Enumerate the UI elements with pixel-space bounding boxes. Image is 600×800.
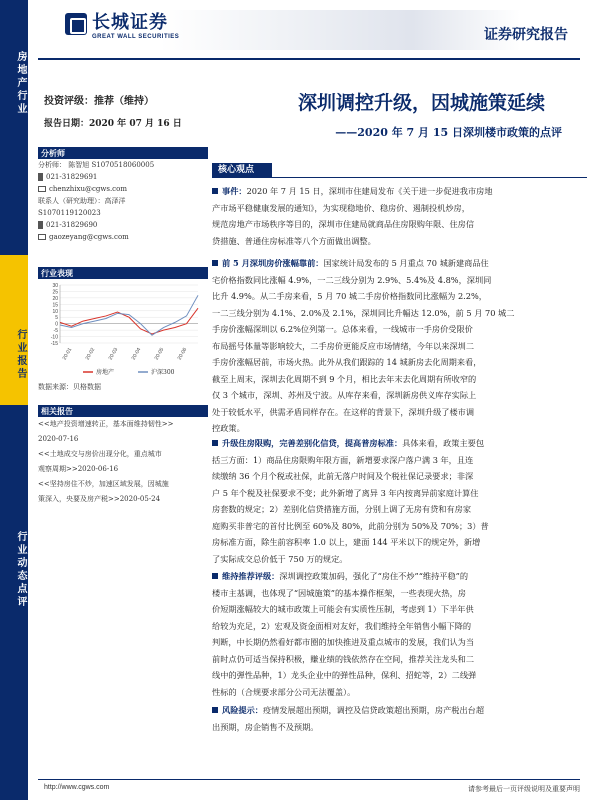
logo-english: GREAT WALL SECURITIES [92,34,180,40]
paragraph-line: 户 5 年个税及社保要求不变；此外新增了离异 3 年内按离异前家庭计算住 [212,487,479,498]
logo-chinese: 长城证券 [92,12,168,33]
phone-icon [38,173,43,181]
bullet-icon [212,260,218,266]
paragraph-line: 括三方面：1）商品住房限购年限方面，新增要求深户落户满 3 年，且连 [212,454,474,465]
paragraph-line: 了实际成交总价低于 750 万的规定。 [212,553,348,564]
mail-icon [38,234,46,240]
series-line-1 [60,295,198,335]
paragraph-line: 房标准方面，除生前容积率 1.0 以上，建面 144 平米以下的规定外，新增 [212,537,481,547]
chart-source: 数据来源：贝格数据 [38,383,101,391]
footer-url[interactable]: http://www.cgws.com [44,784,110,791]
y-tick-label: 15 [52,302,58,309]
footer-note: 请参考最后一页评级说明及重要声明 [468,785,580,793]
policy-paragraph [212,435,582,567]
footer-divider [38,779,580,780]
paragraph-line: 截至上周末，深圳去化周期不到 9 个月，相比去年末去化周期有所收窄的 [212,373,477,384]
paragraph-line: 规范房地产市场秩序等目的，深圳市住建局就商品住房限购年限、住房信 [212,219,475,229]
paragraph-line: 前时点仍可适当保持积极，赚业绩的钱依然存在空间，推荐关注龙头和二 [212,653,475,664]
related-reports [38,405,208,507]
price-paragraph [212,255,582,437]
paragraph-line: 深圳调控政策加码，强化了“房住不炒”“维持平稳”的 [279,571,469,581]
core-section [212,163,587,177]
paragraph-line: 判断，中长期仍然看好都市圈的加快推进及重点城市的发展，我们认为当 [212,637,475,647]
bullet-icon [212,573,218,579]
x-tick-label: 20-05 [153,347,166,362]
sidebar [0,0,28,800]
paragraph-line: 控政策。 [212,423,245,433]
y-tick-label: 5 [55,315,58,322]
paragraph-lead: 升级住房限购，完善差别化信贷，提高普房标准： [222,438,403,448]
paragraph-line: 处于较低水平，供需矛盾同样存在。在这样的背景下，深圳升级了楼市调 [212,406,475,417]
paragraph-line: 贷措施、普通住房标准等八个方面做出调整。 [212,235,376,246]
y-tick-label: -15 [50,341,58,347]
x-tick-label: 20-01 [61,347,74,362]
related-report-title[interactable]: 策深入，央要及房产税>>2020-05-24 [38,495,161,503]
contact-name: 联系人（研究助理）：高泽洋 [38,197,126,205]
paragraph-line: 房套数的规定；2）差别化信贷措施方面，分别上调了无房有贷和有房家 [212,504,472,514]
related-report-title[interactable]: <<地产投资增速转正，基本面维持韧性>> [38,420,174,428]
paragraph-line: 庭购买非普宅的首付比例至 60%及 80%，此前分别为 50%及 70%；3）普 [212,520,489,531]
paragraph-line: 出预期，房企销售不及预期。 [212,721,319,732]
y-tick-label: 25 [52,289,58,296]
bullet-icon [212,440,218,446]
company-logo [65,8,179,40]
related-report-title[interactable]: <<坚持房住不炒，加速区域发展，因城施 [38,480,169,488]
contact-email[interactable]: gaozeyang@cgws.com [49,233,129,241]
paragraph-line: 线中的弹性品种，1）龙头企业中的弹性品种，保利、招蛇等，2）二线弹 [212,670,477,680]
analyst-phone: 021-31829691 [46,173,98,181]
paragraph-lead: 前 5 月深圳房价涨幅靠前： [222,258,324,268]
x-tick-label: 20-03 [107,347,120,362]
header-divider [38,58,580,60]
paragraph-line: 楼市主基调，也体现了“因城施策”的基本操作框架，一些表现火热，房 [212,587,466,598]
rating-paragraph [212,568,582,700]
paragraph-lead: 风险提示： [222,705,263,715]
core-divider [212,177,587,178]
paragraph-line: 宅价格指数同比涨幅 4.9%，一二三线分别为 2.9%、5.4%及 4.8%，深圳同 [212,274,492,285]
header-wall-banner [160,10,520,50]
y-tick-label: -10 [50,334,58,341]
y-tick-label: -5 [53,328,58,335]
paragraph-line: 给较为充足，2）宏观及资金面相对友好，我们维持全年销售小幅下降的 [212,620,472,631]
paragraph-line: 布局摇号体量等影响较大，二手房价更能反应市场情绪，今年以来深圳二 [212,340,475,351]
chart-svg [38,281,208,379]
investment-rating: 投资评级：推荐（维持） [44,96,154,107]
event-paragraph [212,183,582,249]
legend-label: 沪深300 [151,369,175,376]
sidebar-industry-label: 房地产行业 [15,50,26,116]
paragraph-lead: 维持推荐评级： [222,571,280,581]
analyst-phone-row [38,171,208,183]
phone-icon [38,221,43,229]
y-tick-label: 10 [52,308,58,315]
paragraph-lead: 事件： [222,186,247,196]
page-subtitle: ——2020 年 7 月 15 日深圳楼市政策的点评 [335,126,562,139]
paragraph-line: 手房价涨幅居前，市场火热。此外从我们跟踪的 14 城新房去化周期来看， [212,357,482,367]
y-tick-label: 30 [52,283,58,289]
core-heading: 核心观点 [212,163,272,177]
analyst-section [38,147,208,243]
contact-phone-row [38,219,208,231]
paragraph-line: 疫情发展超出预期，调控及信贷政策超出预期，房产税出台超 [262,705,485,715]
x-tick-label: 20-02 [84,347,97,362]
contact-license: S1070119120023 [38,209,101,217]
analyst-name: 分析师： 陈智旭 S1070518060005 [38,161,155,169]
bullet-icon [212,188,218,194]
report-date: 报告日期：2020 年 07 月 16 日 [44,119,182,129]
mail-icon [38,186,46,192]
y-tick-label: 0 [55,321,58,328]
x-tick-label: 20-06 [176,347,189,362]
analyst-email[interactable]: chenzhixu@cgws.com [49,185,127,193]
contact-email-row [38,231,208,243]
related-report-date: 2020-07-16 [38,435,79,443]
contact-phone: 021-31829690 [46,221,98,229]
paragraph-line: 续缴纳 36 个月个税或社保，此前无落户时间及个税社保记录要求；非深 [212,471,474,481]
bullet-icon [212,707,218,713]
paragraph-line: 产市场平稳健康发展的通知》，为实现稳地价、稳房价、遏制投机炒房， [212,202,470,213]
risk-paragraph [212,702,582,735]
paragraph-line: 性标的（合规要求部分公司无法覆盖）。 [212,686,356,697]
industry-performance-chart [38,267,208,379]
chart-heading: 行业表现 [38,267,208,279]
report-type: 证券研究报告 [484,27,568,43]
analyst-email-row [38,183,208,195]
paragraph-line: 价短期涨幅较大的城市政策上可能会有实质性压制，考虑到 1）下半年供 [212,604,474,614]
paragraph-line: 仅 3 个城市，深圳、苏州及宁波。从库存来看，深圳新房供义库存实际上 [212,390,477,400]
analyst-heading: 分析师 [38,147,208,159]
paragraph-line: 一二三线分别为 4.1%、2.0%及 2.1%，深圳同比升幅达 12.0%，前 5 月 70 城二 [212,307,515,318]
page-title: 深圳调控升级，因城施策延续 [297,92,545,114]
paragraph-line: 手房价涨幅深圳以 6.2%位列第一。总体来看，一线城市一手房价受限价 [212,324,473,334]
paragraph-line: 2020 年 7 月 15 日，深圳市住建局发布《关于进一步促进我市房地 [246,186,493,196]
sidebar-report-label: 行业报告 [0,255,28,405]
y-tick-label: 20 [52,295,58,302]
x-tick-label: 20-04 [130,347,143,362]
related-report-title[interactable]: <<土地成交与房价出现分化，重点城市 [38,450,162,458]
related-report-title[interactable]: 观察周期>>2020-06-16 [38,465,119,473]
paragraph-line: 具体来看，政策主要包 [402,438,485,448]
legend-label: 房地产 [96,369,115,376]
related-heading: 相关报告 [38,405,208,417]
logo-mark-icon [65,13,87,35]
paragraph-line: 国家统计局发布的 5 月重点 70 城新建商品住 [323,258,489,268]
sidebar-review-label: 行业动态点评 [15,531,26,609]
paragraph-line: 比升 4.9%。从二手房来看，5 月 70 城二手房价格指数同比涨幅为 2.2%， [212,291,487,301]
